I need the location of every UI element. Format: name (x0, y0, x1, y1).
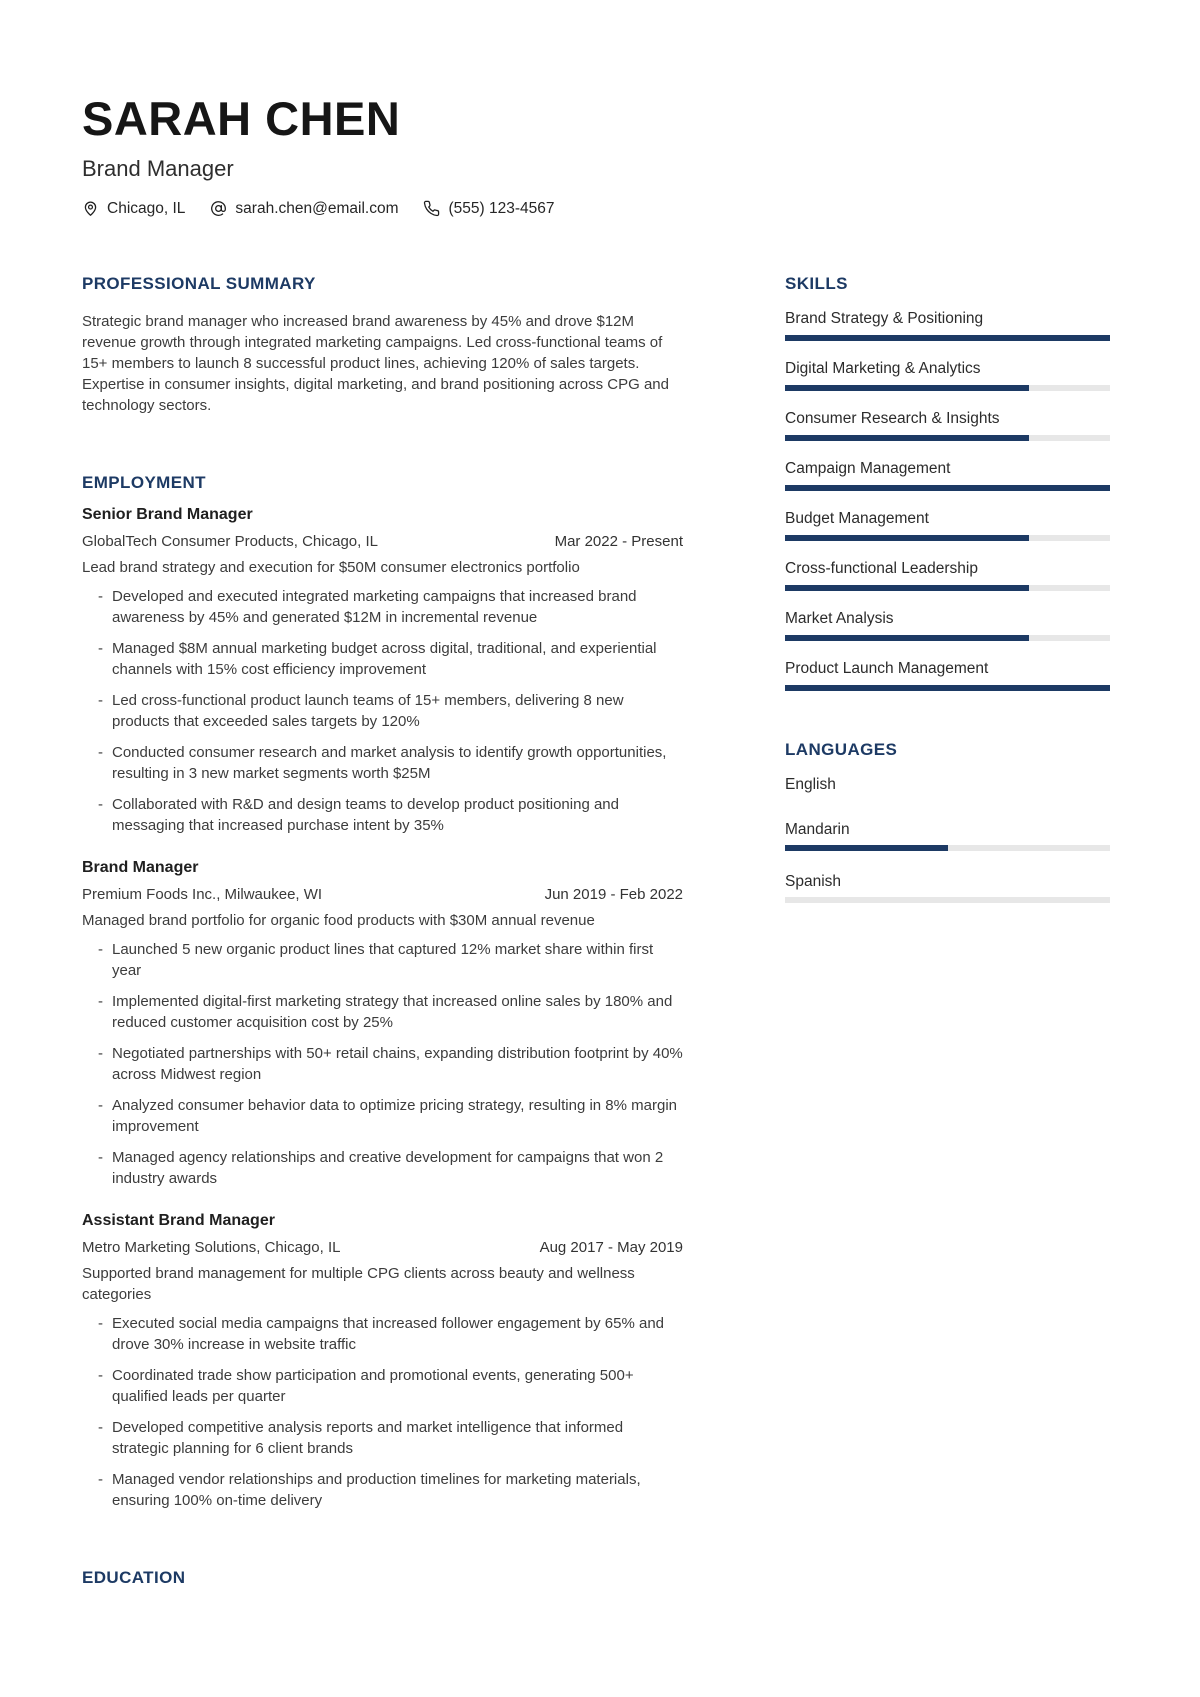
meter-label: Market Analysis (785, 610, 894, 628)
meter-track (785, 335, 1110, 341)
resume-header (82, 94, 1110, 218)
bullet-text: Conducted consumer research and market analysis to identify growth opportunities, resulting in 3 new market segments worth $25M (112, 743, 667, 782)
meter-fill (785, 585, 1029, 591)
skills-heading: SKILLS (785, 273, 848, 293)
meter-fill (785, 845, 948, 851)
bullet-text: Executed social media campaigns that increased follower engagement by 65% and drove 30% increase in website traffic (112, 1314, 664, 1353)
job-lead: Lead brand strategy and execution for $50M consumer electronics portfolio (82, 558, 580, 576)
bullet-dash: - (98, 743, 103, 761)
meter-label: Cross-functional Leadership (785, 560, 978, 578)
bullet-dash: - (98, 1418, 103, 1436)
bullet-dash: - (98, 587, 103, 605)
content-columns (82, 274, 1110, 1588)
bullet-dash: - (98, 1148, 103, 1166)
job-bullet (98, 1095, 683, 1137)
bullet-dash: - (98, 1314, 103, 1332)
job-company-row (82, 531, 683, 552)
job-title: Brand Manager (82, 858, 199, 876)
bullet-text: Implemented digital-first marketing strategy that increased online sales by 180% and reduced customer acquisition cost by 25% (112, 992, 673, 1031)
bullet-text: Negotiated partnerships with 50+ retail chains, expanding distribution footprint by 40% across Midwest region (112, 1044, 683, 1083)
section-professional-summary (82, 274, 683, 417)
meter-track (785, 845, 1110, 851)
meter-fill (785, 535, 1029, 541)
job-dates: Jun 2019 - Feb 2022 (544, 885, 683, 903)
skill-item (785, 610, 1110, 641)
meter-track (785, 635, 1110, 641)
job-lead: Managed brand portfolio for organic food products with $30M annual revenue (82, 911, 595, 929)
bullet-dash: - (98, 1044, 103, 1062)
job-bullet (98, 1147, 683, 1189)
meter-track (785, 897, 1110, 903)
languages-list (785, 776, 1110, 903)
bullet-text: Managed $8M annual marketing budget across digital, traditional, and experiential channels with 15% cost efficiency improvement (112, 639, 657, 678)
bullet-text: Developed competitive analysis reports and market intelligence that informed strategic planning for 6 client brands (112, 1418, 624, 1457)
job-dates: Mar 2022 - Present (554, 532, 683, 550)
skill-item (785, 410, 1110, 441)
job-dates: Aug 2017 - May 2019 (539, 1238, 683, 1256)
bullet-dash: - (98, 992, 103, 1010)
job-lead: Supported brand management for multiple CPG clients across beauty and wellness categories (82, 1264, 635, 1303)
person-name: SARAH CHEN (82, 92, 401, 145)
main-column (82, 274, 683, 1588)
summary-text: Strategic brand manager who increased brand awareness by 45% and drove $12M revenue growth through integrated marketing campaigns. Led cross-functional teams of 15+ members to launch 8 successful product lines, achieving 120% of sales targets. Expertise in consumer insights, digital marketing, and brand positioning across CPG and technology sectors. (82, 313, 669, 415)
bullet-dash: - (98, 1470, 103, 1488)
location-pin-icon (82, 200, 99, 217)
meter-label: Spanish (785, 872, 842, 890)
contact-item (423, 200, 554, 218)
job-bullet (98, 1365, 683, 1407)
bullet-dash: - (98, 1096, 103, 1114)
skill-item (785, 560, 1110, 591)
meter-track (785, 385, 1110, 391)
job-bullet (98, 794, 683, 836)
job-company: Premium Foods Inc., Milwaukee, WI (82, 885, 323, 903)
job-title: Assistant Brand Manager (82, 1211, 275, 1229)
skills-list (785, 310, 1110, 691)
job-company: Metro Marketing Solutions, Chicago, IL (82, 1238, 341, 1256)
skill-item (785, 360, 1110, 391)
contact-text: sarah.chen@email.com (235, 199, 399, 217)
contact-item (82, 200, 185, 218)
section-education (82, 1568, 683, 1588)
skill-item (785, 660, 1110, 691)
meter-fill (785, 335, 1110, 341)
job-bullet-list (82, 939, 683, 1189)
job-entry (82, 858, 683, 1189)
meter-track (785, 485, 1110, 491)
phone-icon (423, 200, 440, 217)
skill-item (785, 510, 1110, 541)
at-sign-icon (210, 200, 227, 217)
meter-label: Brand Strategy & Positioning (785, 310, 984, 328)
employment-heading: EMPLOYMENT (82, 473, 206, 493)
meter-label: Digital Marketing & Analytics (785, 360, 981, 378)
meter-fill (785, 485, 1110, 491)
bullet-text: Collaborated with R&D and design teams to develop product positioning and messaging that increased purchase intent by 35% (112, 795, 619, 834)
job-bullet (98, 1313, 683, 1355)
education-heading: EDUCATION (82, 1567, 186, 1587)
bullet-text: Launched 5 new organic product lines that captured 12% market share within first year (112, 940, 654, 979)
job-company-row (82, 884, 683, 905)
meter-label: Consumer Research & Insights (785, 410, 1000, 428)
section-employment (82, 473, 683, 1511)
summary-heading: PROFESSIONAL SUMMARY (82, 273, 316, 293)
meter-fill (785, 685, 1110, 691)
skill-item (785, 310, 1110, 341)
job-bullet (98, 939, 683, 981)
job-company: GlobalTech Consumer Products, Chicago, IL (82, 532, 378, 550)
meter-label: Product Launch Management (785, 660, 989, 678)
contact-text: Chicago, IL (107, 199, 186, 217)
meter-fill (785, 635, 1029, 641)
bullet-dash: - (98, 940, 103, 958)
job-bullet (98, 991, 683, 1033)
contact-row (82, 200, 1110, 218)
meter-track (785, 685, 1110, 691)
contact-text: (555) 123-4567 (448, 199, 555, 217)
meter-label: Campaign Management (785, 460, 951, 478)
job-bullet-list (82, 1313, 683, 1511)
meter-track (785, 535, 1110, 541)
meter-track (785, 585, 1110, 591)
bullet-dash: - (98, 639, 103, 657)
bullet-text: Coordinated trade show participation and promotional events, generating 500+ qualified leads per quarter (112, 1366, 634, 1405)
job-entry (82, 1211, 683, 1511)
job-bullet (98, 638, 683, 680)
bullet-text: Managed vendor relationships and production timelines for marketing materials, ensuring 100% on-time delivery (112, 1470, 641, 1509)
person-job-title: Brand Manager (82, 156, 234, 182)
job-title: Senior Brand Manager (82, 505, 253, 523)
contact-item (210, 200, 398, 218)
languages-heading: LANGUAGES (785, 740, 898, 760)
bullet-dash: - (98, 691, 103, 709)
sidebar (785, 274, 1110, 1588)
bullet-dash: - (98, 795, 103, 813)
job-bullet (98, 1417, 683, 1459)
meter-fill (785, 435, 1029, 441)
bullet-text: Managed agency relationships and creative development for campaigns that won 2 industry awards (112, 1148, 664, 1187)
job-bullet (98, 1469, 683, 1511)
meter-label: English (785, 775, 836, 793)
bullet-text: Developed and executed integrated marketing campaigns that increased brand awareness by 45% and generated $12M in incremental revenue (112, 587, 637, 626)
skill-item (785, 460, 1110, 491)
meter-fill (785, 385, 1029, 391)
bullet-dash: - (98, 1366, 103, 1384)
language-item (785, 776, 1110, 794)
bullet-text: Analyzed consumer behavior data to optimize pricing strategy, resulting in 8% margin improvement (112, 1096, 678, 1135)
meter-track (785, 435, 1110, 441)
meter-label: Budget Management (785, 510, 929, 528)
job-company-row (82, 1237, 683, 1258)
job-bullet-list (82, 586, 683, 836)
section-skills (785, 274, 1110, 692)
bullet-text: Led cross-functional product launch teams of 15+ members, delivering 8 new products that exceeded sales targets by 120% (112, 691, 624, 730)
section-languages (785, 740, 1110, 903)
job-bullet (98, 690, 683, 732)
job-bullet (98, 1043, 683, 1085)
language-item (785, 873, 1110, 903)
job-bullet (98, 586, 683, 628)
language-item (785, 821, 1110, 851)
job-bullet (98, 742, 683, 784)
meter-label: Mandarin (785, 820, 850, 838)
jobs-list (82, 505, 683, 1511)
job-entry (82, 505, 683, 836)
